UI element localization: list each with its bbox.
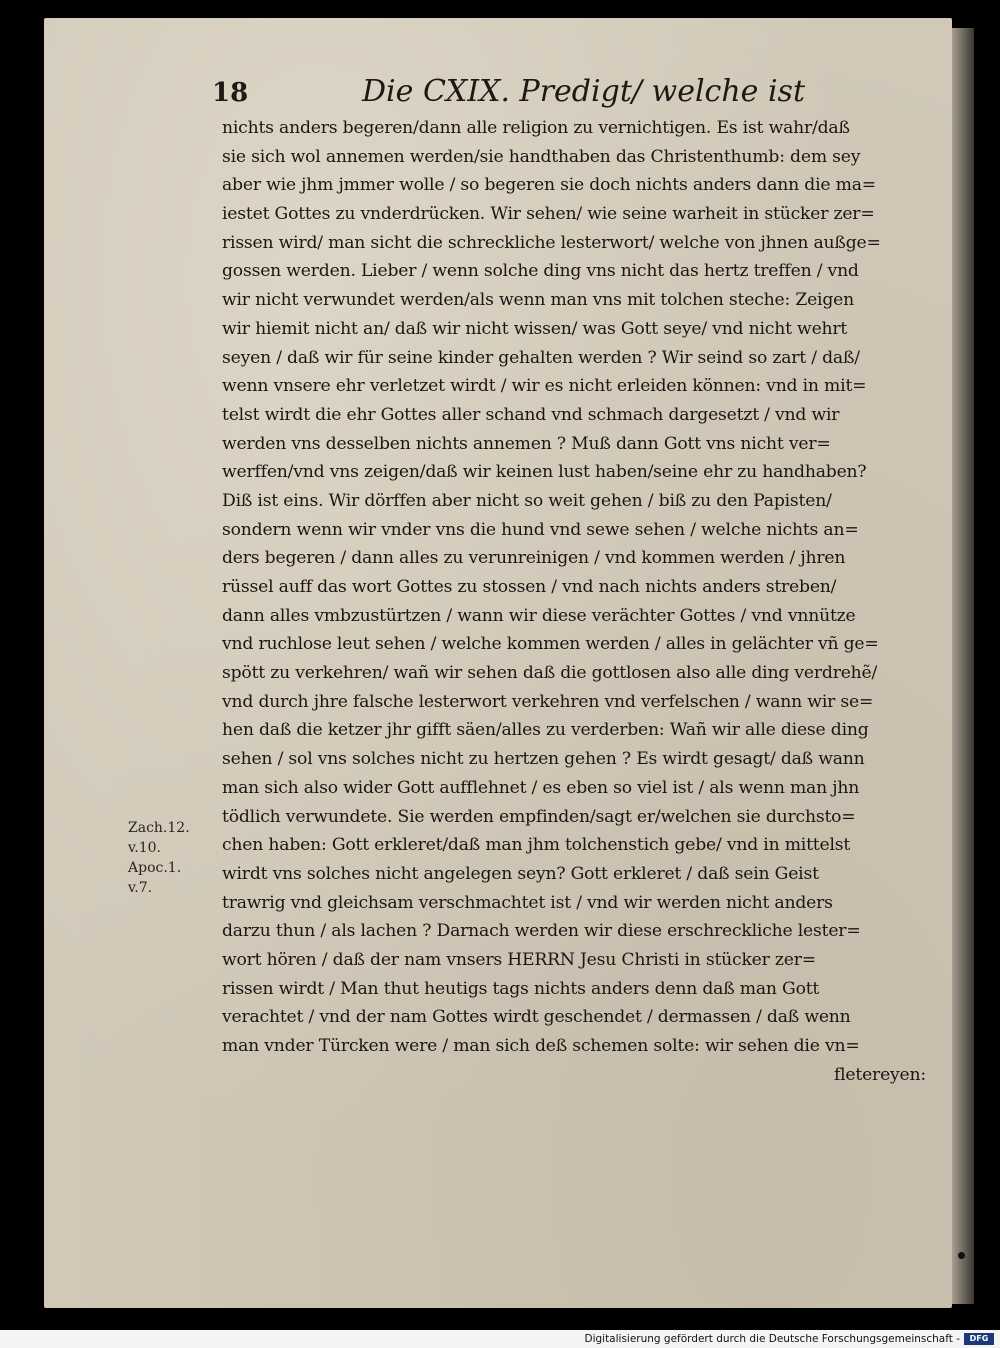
text-line: vnd durch jhre falsche lesterwort verkehren vnd verfelschen / wann wir se=	[222, 691, 874, 712]
text-line: darzu thun / als lachen ? Darnach werden wir diese erschreckliche lester=	[222, 921, 861, 942]
text-line: werden vns desselben nichts annemen ? Muß dann Gott vns nicht ver=	[222, 433, 831, 454]
text-line: man vnder Türcken were / man sich deß schemen solte: wir sehen die vn=	[222, 1036, 860, 1056]
text-line: telst wirdt die ehr Gottes aller schand vnd schmach dargesetzt / vnd wir	[222, 404, 840, 425]
text-line: sie sich wol annemen werden/sie handthaben das Christenthumb: dem sey	[222, 146, 861, 167]
text-line: tödlich verwundete. Sie werden empfinden/sagt er/welchen sie durchsto=	[222, 806, 856, 827]
text-line: wir hiemit nicht an/ daß wir nicht wissen/ was Gott seye/ vnd nicht wehrt	[222, 318, 848, 339]
margin-note: v.10.	[128, 840, 161, 856]
page-header	[212, 74, 805, 114]
footer-credit: Digitalisierung gefördert durch die Deutsche Forschungsgemeinschaft -	[584, 1333, 960, 1345]
margin-note: Zach.12.	[128, 820, 190, 836]
text-line: sehen / sol vns solches nicht zu hertzen gehen ? Es wirdt gesagt/ daß wann	[222, 749, 865, 770]
text-line: Diß ist eins. Wir dörffen aber nicht so weit gehen / biß zu den Papisten/	[222, 490, 832, 511]
margin-note: Apoc.1.	[128, 860, 182, 876]
dfg-logo-icon: DFG	[964, 1333, 994, 1345]
text-line: spött zu verkehren/ wañ wir sehen daß die gottlosen also alle ding verdrehẽ/	[222, 663, 878, 684]
text-line: rüssel auff das wort Gottes zu stossen / vnd nach nichts anders streben/	[222, 577, 837, 597]
margin-note: v.7.	[128, 880, 153, 896]
text-line: seyen / daß wir für seine kinder gehalten werden ? Wir seind so zart / daß/	[222, 347, 860, 368]
text-line: werffen/vnd vns zeigen/daß wir keinen lust haben/seine ehr zu handhaben?	[222, 462, 867, 483]
footer-bar	[0, 1330, 1000, 1348]
text-line: hen daß die ketzer jhr gifft säen/alles zu verderben: Wañ wir alle diese ding	[222, 720, 869, 741]
catchword: fletereyen:	[833, 1064, 926, 1085]
text-line: wenn vnsere ehr verletzet wirdt / wir es nicht erleiden können: vnd in mit=	[222, 376, 867, 397]
text-line: wort hören / daß der nam vnsers HERRN Jesu Christi in stücker zer=	[222, 949, 816, 970]
text-line: iestet Gottes zu vnderdrücken. Wir sehen/ wie seine warheit in stücker zer=	[222, 204, 875, 225]
text-line: dann alles vmbzustürtzen / wann wir diese verächter Gottes / vnd vnnütze	[222, 605, 856, 626]
text-line: sondern wenn wir vnder vns die hund vnd sewe sehen / welche nichts an=	[222, 519, 859, 540]
text-line: wir nicht verwundet werden/als wenn man vns mit tolchen steche: Zeigen	[222, 290, 854, 311]
running-title: Die CXIX. Predigt/ welche ist	[362, 74, 805, 109]
text-line: wirdt vns solches nicht angelegen seyn? Gott erkleret / daß sein Geist	[222, 863, 819, 884]
text-line: nichts anders begeren/dann alle religion zu vernichtigen. Es ist wahr/daß	[222, 118, 850, 138]
page-dot-mark	[958, 1252, 965, 1259]
margin-notes	[128, 818, 218, 898]
text-line: trawrig vnd gleichsam verschmachtet ist / vnd wir werden nicht anders	[222, 892, 833, 913]
text-line: chen haben: Gott erkleret/daß man jhm tolchenstich gebe/ vnd in mittelst	[222, 835, 851, 856]
text-line: vnd ruchlose leut sehen / welche kommen werden / alles in gelächter vñ ge=	[222, 634, 879, 655]
text-line: aber wie jhm jmmer wolle / so begeren sie doch nichts anders dann die ma=	[222, 175, 876, 196]
page-edge	[952, 28, 974, 1304]
page-number: 18	[212, 78, 249, 108]
text-line: rissen wird/ man sicht die schreckliche lesterwort/ welche von jhnen außge=	[222, 232, 881, 253]
text-line: rissen wirdt / Man thut heutigs tags nichts anders denn daß man Gott	[222, 978, 820, 999]
text-line: gossen werden. Lieber / wenn solche ding vns nicht das hertz treffen / vnd	[222, 261, 859, 282]
text-line: verachtet / vnd der nam Gottes wirdt geschendet / dermassen / daß wenn	[222, 1007, 851, 1028]
text-line: man sich also wider Gott aufflehnet / es eben so viel ist / als wenn man jhn	[222, 777, 860, 798]
text-line: ders begeren / dann alles zu verunreinigen / vnd kommen werden / jhren	[222, 548, 846, 569]
body-text	[222, 114, 940, 1089]
